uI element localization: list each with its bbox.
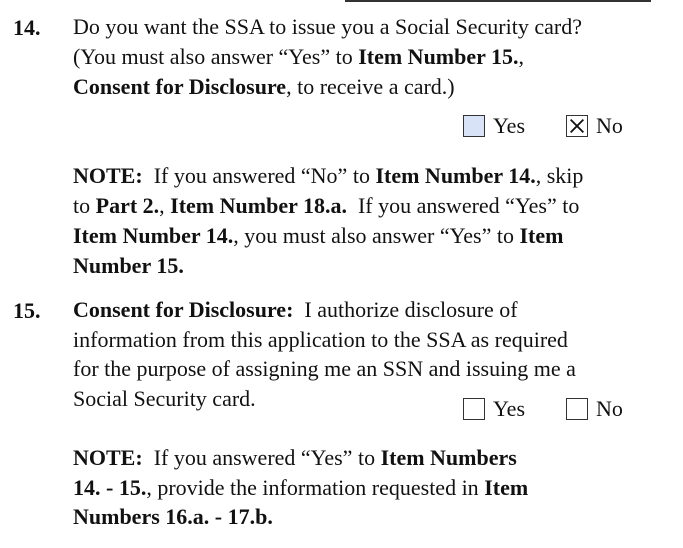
item-15-number: 15. [13, 298, 41, 323]
item-15-yes-label: Yes [493, 396, 526, 421]
top-border-line [345, 0, 651, 2]
item-14-yes-label: Yes [493, 113, 526, 138]
item-14-note-line-2: to Part 2., Item Number 18.a. If you answered “Yes” to [73, 193, 580, 218]
item-14-question-line-2: (You must also answer “Yes” to Item Number 15., [73, 44, 524, 69]
item-15-line-2: information from this application to the SSA as required [73, 327, 568, 352]
item-15-note-line-3: Numbers 16.a. - 17.b. [73, 504, 273, 529]
item-14-question-line-1: Do you want the SSA to issue you a Social Security card? [73, 14, 582, 39]
item-15-line-1: Consent for Disclosure: I authorize disclosure of [73, 297, 518, 322]
item-14-question-line-3: Consent for Disclosure, to receive a card.) [73, 74, 455, 99]
item-14-yes-checkbox[interactable] [463, 115, 485, 137]
item-14-no-checkbox[interactable] [566, 115, 588, 137]
item-14-number: 14. [13, 15, 41, 40]
item-14-note-line-3: Item Number 14., you must also answer “Yes” to Item [73, 223, 564, 248]
item-15-no-label: No [596, 396, 623, 421]
item-14-note-line-1: NOTE: If you answered “No” to Item Number 14., skip [73, 163, 584, 188]
item-14-no-label: No [596, 113, 623, 138]
item-15-no-checkbox[interactable] [566, 398, 588, 420]
item-15-note-line-2: 14. - 15., provide the information requested in Item [73, 475, 529, 500]
item-15-line-4: Social Security card. [73, 386, 256, 411]
item-15-note-line-1: NOTE: If you answered “Yes” to Item Numbers [73, 445, 517, 470]
item-15-line-3: for the purpose of assigning me an SSN and issuing me a [73, 356, 576, 381]
item-14-note-line-4: Number 15. [73, 253, 184, 278]
item-15-yes-checkbox[interactable] [463, 398, 485, 420]
check-x-icon [567, 116, 587, 136]
